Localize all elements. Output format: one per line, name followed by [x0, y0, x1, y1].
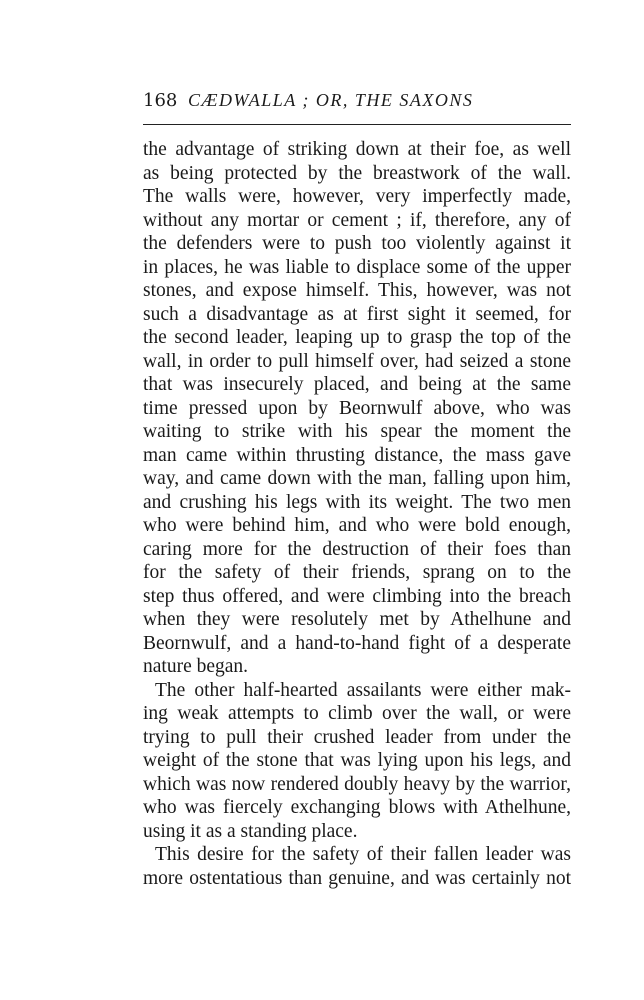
text-line: in places, he was liable to displace some of the upper	[143, 256, 571, 278]
text-line: and crushing his legs with its weight. The two men	[143, 491, 571, 513]
text-line: caring more for the destruction of their foes than	[143, 538, 571, 560]
text-line: nature began.	[143, 656, 249, 677]
page-body-text	[143, 138, 571, 890]
text-line: who was fiercely exchanging blows with Athelhune,	[143, 797, 571, 818]
text-line: using it as a standing place.	[143, 820, 358, 842]
text-line: who were behind him, and who were bold enough,	[143, 515, 571, 536]
text-line: the advantage of striking down at their foe, as well	[143, 139, 571, 160]
text-line: the defenders were to push too violently against it	[143, 233, 571, 254]
text-line: man came within thrusting distance, the mass gave	[143, 444, 571, 466]
text-line: waiting to strike with his spear the moment the	[143, 421, 571, 442]
text-line: Beornwulf, and a hand-to-hand fight of a desperate	[143, 632, 571, 654]
text-line: The walls were, however, very imperfectly made,	[143, 186, 571, 207]
text-line: which was now rendered doubly heavy by the warrior,	[143, 773, 571, 795]
text-line: trying to pull their crushed leader from under the	[143, 726, 571, 748]
running-header	[143, 90, 571, 114]
text-line: for the safety of their friends, sprang on to the	[143, 562, 571, 583]
text-line: the second leader, leaping up to grasp the top of the	[143, 327, 571, 348]
text-line: such a disadvantage as at first sight it seemed, for	[143, 303, 571, 325]
text-line: more ostentatious than genuine, and was certainly not	[143, 867, 571, 889]
text-line: when they were resolutely met by Athelhune and	[143, 609, 571, 630]
text-line: way, and came down with the man, falling upon him,	[143, 468, 571, 489]
text-line: stones, and expose himself. This, however, was not	[143, 280, 571, 301]
text-line: time pressed upon by Beornwulf above, who was	[143, 397, 571, 419]
text-line: without any mortar or cement ; if, therefore, any of	[143, 209, 571, 231]
running-title: CÆDWALLA ; OR, THE SAXONS	[188, 90, 474, 110]
text-line: that was insecurely placed, and being at the same	[143, 374, 571, 395]
text-line: This desire for the safety of their fallen leader was	[155, 844, 571, 865]
header-rule	[143, 124, 571, 125]
text-line: as being protected by the breastwork of the wall.	[143, 162, 571, 184]
page-number: 168	[143, 90, 178, 111]
text-line: ing weak attempts to climb over the wall, or were	[143, 703, 571, 724]
text-line: step thus offered, and were climbing into the breach	[143, 585, 571, 607]
text-line: wall, in order to pull himself over, had seized a stone	[143, 350, 571, 372]
text-line: The other half-hearted assailants were either mak-	[155, 679, 571, 701]
text-line: weight of the stone that was lying upon his legs, and	[143, 750, 571, 771]
